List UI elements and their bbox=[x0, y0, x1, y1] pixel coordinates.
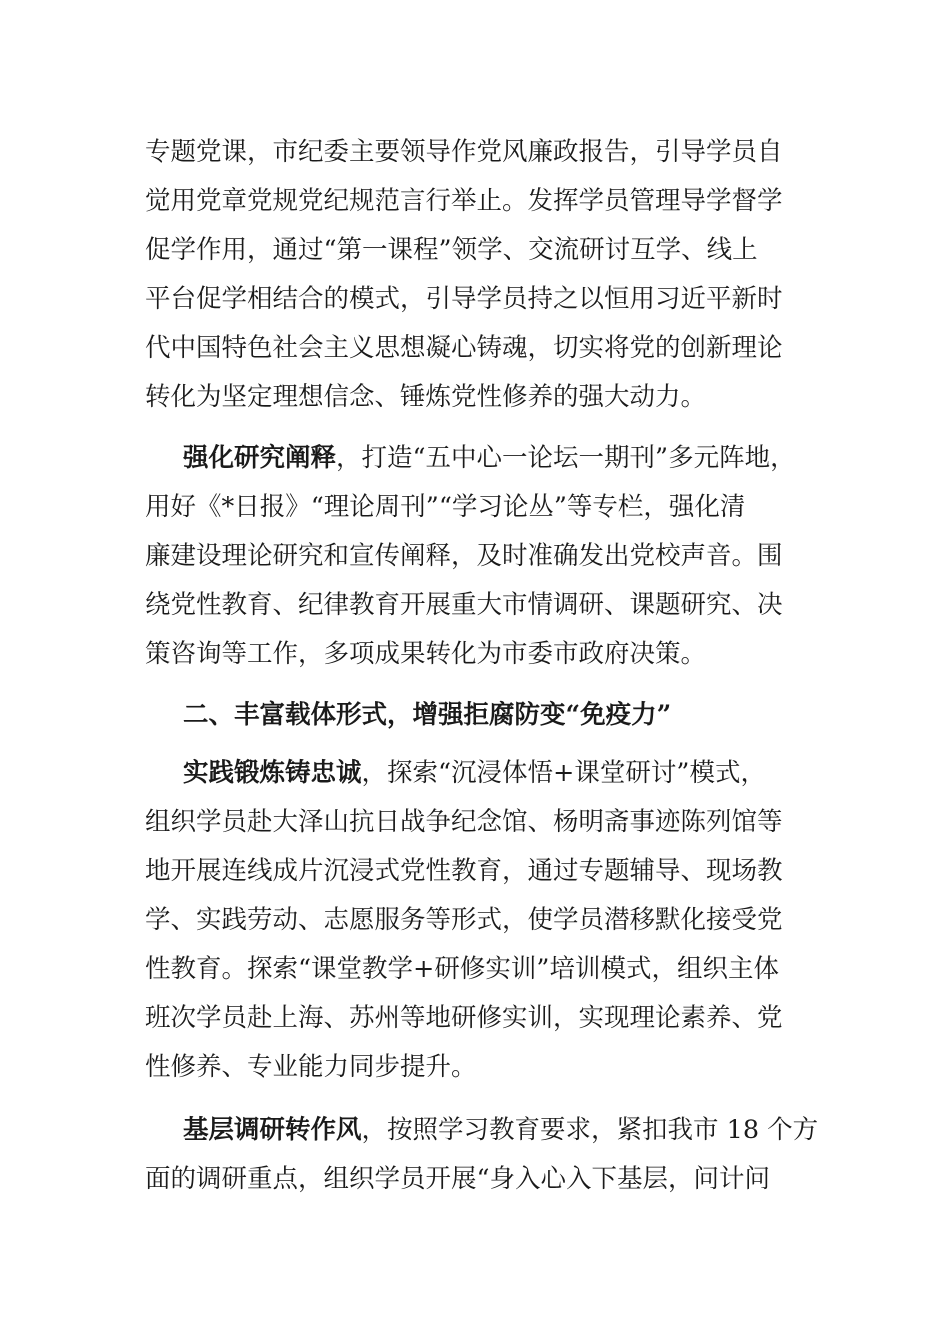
paragraph-lead: 实践锻炼铸忠诚 bbox=[183, 758, 362, 788]
body-text-line: 促学作用，通过“第一课程”领学、交流研讨互学、线上 bbox=[145, 235, 758, 265]
body-text-line: 转化为坚定理想信念、锤炼党性修养的强大动力。 bbox=[145, 382, 707, 412]
body-text-line: 性修养、专业能力同步提升。 bbox=[145, 1052, 477, 1082]
body-text-line: 策咨询等工作，多项成果转化为市委市政府决策。 bbox=[145, 639, 707, 669]
paragraph-text: ，打造“五中心一论坛一期刊”多元阵地， bbox=[336, 443, 796, 473]
body-text-line: 代中国特色社会主义思想凝心铸魂，切实将党的创新理论 bbox=[145, 333, 783, 363]
body-text-line: 平台促学相结合的模式，引导学员持之以恒用习近平新时 bbox=[145, 284, 783, 314]
body-text-line: 廉建设理论研究和宣传阐释，及时准确发出党校声音。围 bbox=[145, 541, 783, 571]
paragraph-lead: 基层调研转作风 bbox=[183, 1115, 362, 1145]
body-text-line: 用好《*日报》“理论周刊”“学习论丛”等专栏，强化清 bbox=[145, 492, 746, 522]
body-text-line: 觉用党章党规党纪规范言行举止。发挥学员管理导学督学 bbox=[145, 186, 783, 216]
paragraph-text: ，探索“沉浸体悟+课堂研讨”模式， bbox=[361, 758, 766, 788]
paragraph-lead: 强化研究阐释 bbox=[183, 443, 337, 473]
body-text-line: 班次学员赴上海、苏州等地研修实训，实现理论素养、党 bbox=[145, 1003, 783, 1033]
paragraph-first-line bbox=[183, 1110, 825, 1150]
body-text-line: 性教育。探索“课堂教学+研修实训”培训模式，组织主体 bbox=[145, 954, 779, 984]
body-text-line: 专题党课，市纪委主要领导作党风廉政报告，引导学员自 bbox=[145, 137, 783, 167]
body-text-line: 学、实践劳动、志愿服务等形式，使学员潜移默化接受党 bbox=[145, 905, 783, 935]
paragraph-first-line bbox=[183, 438, 825, 478]
paragraph-text: ，按照学习教育要求，紧扣我市 18 个方 bbox=[361, 1115, 819, 1145]
body-text-line: 绕党性教育、纪律教育开展重大市情调研、课题研究、决 bbox=[145, 590, 783, 620]
body-text-line: 地开展连线成片沉浸式党性教育，通过专题辅导、现场教 bbox=[145, 856, 783, 886]
body-text-line: 组织学员赴大泽山抗日战争纪念馆、杨明斋事迹陈列馆等 bbox=[145, 807, 783, 837]
section-heading: 二、丰富载体形式，增强拒腐防变“免疫力” bbox=[183, 700, 672, 730]
paragraph-first-line bbox=[183, 753, 825, 793]
body-text-line: 面的调研重点，组织学员开展“身入心入下基层，问计问 bbox=[145, 1164, 771, 1194]
